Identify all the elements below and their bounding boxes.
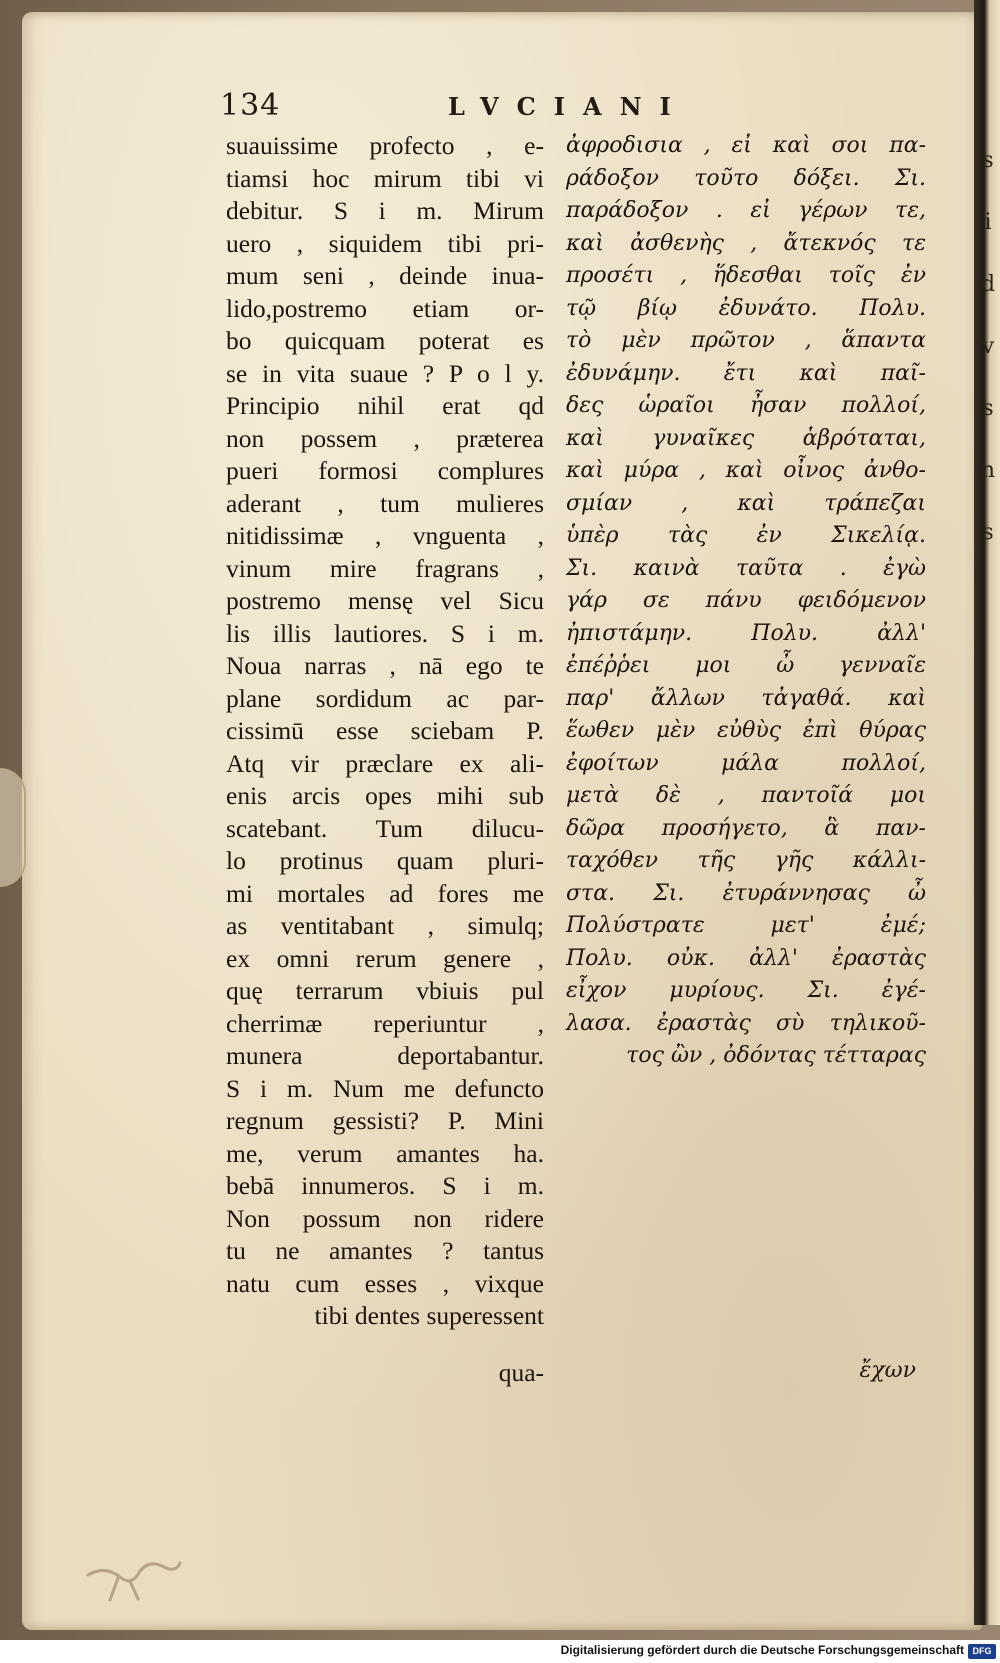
clasp-mark	[0, 768, 26, 887]
latin-text-line: natu cum esses , vixque	[226, 1268, 544, 1298]
greek-text-line: ἀφροδισια , εἰ καὶ σοι πα-	[566, 133, 926, 158]
latin-text-line: Non possum non ridere	[226, 1203, 544, 1233]
greek-text-line: παρ' ἄλλων τἀγαθά. καὶ	[566, 685, 926, 711]
greek-text-line: στα. Σι. ἐτυράννησας ὦ	[566, 880, 926, 906]
greek-text-line: ἕωθεν μὲν εὐθὺς ἐπὶ θύρας	[566, 718, 926, 743]
greek-text-line: σμίαν , καὶ τράπεζαι	[566, 490, 926, 516]
latin-text-line: aderant , tum mulieres	[226, 488, 544, 518]
latin-text-line: cherrimæ reperiuntur ,	[226, 1008, 544, 1038]
greek-text-line: καὶ μύρα , καὶ οἶνος ἀνθο-	[566, 458, 926, 483]
latin-text-line: mum seni , deinde inua-	[226, 261, 544, 290]
greek-text-line: τὸ μὲν πρῶτον , ἅπαντα	[566, 328, 926, 353]
greek-text-line: ὑπὲρ τὰς ἐν Σικελίᾳ.	[566, 523, 926, 548]
greek-text-line: ράδοξον τοῦτο δόξει. Σι.	[566, 165, 926, 191]
latin-text-line: Principio nihil erat qd	[226, 391, 544, 420]
latin-column	[226, 130, 544, 1333]
latin-text-line: me, verum amantes ha.	[226, 1138, 544, 1168]
latin-text-line: lido,postremo etiam or-	[226, 293, 544, 323]
latin-text-line: quę terrarum vbiuis pul	[226, 976, 544, 1005]
latin-text-line: uero , siquidem tibi pri-	[226, 228, 544, 258]
footer-credit: Digitalisierung gefördert durch die Deutsche Forschungsgemeinschaft	[560, 1643, 964, 1657]
latin-text-line: nitidissimæ , vnguenta ,	[226, 521, 544, 550]
latin-text-line: se in vita suaue ? P o l y.	[226, 358, 544, 388]
latin-text-line: ex omni rerum genere ,	[226, 943, 544, 973]
greek-text-line: καὶ γυναῖκες ἁβρόταται,	[566, 425, 926, 451]
latin-catchword: qua-	[498, 1358, 544, 1387]
latin-text-line: postremo mensę vel Sicu	[226, 586, 544, 615]
greek-text-line: παράδοξον . εἰ γέρων τε,	[566, 198, 926, 223]
pencil-annotation-mark	[80, 1545, 190, 1605]
latin-text-line: cissimū esse sciebam P.	[226, 716, 544, 745]
latin-text-line: regnum gessisti? P. Mini	[226, 1106, 544, 1135]
greek-text-line: εἶχον μυρίους. Σι. ἐγέ-	[566, 978, 926, 1003]
greek-text-line: Πολυ. οὐκ. ἀλλ' ἐραστὰς	[566, 945, 926, 971]
greek-text-line: δῶρα προσήγετο, ἃ παν-	[566, 815, 926, 841]
margin-letter: n	[980, 458, 996, 483]
margin-letter: s	[982, 520, 994, 545]
greek-text-line: Σι. καινὰ ταῦτα . ἐγὼ	[566, 555, 926, 581]
latin-text-line: enis arcis opes mihi sub	[226, 781, 544, 810]
greek-text-line: ἠπιστάμην. Πολυ. ἀλλ'	[566, 620, 926, 646]
latin-text-line: munera deportabantur.	[226, 1041, 544, 1070]
latin-text-line: mi mortales ad fores me	[226, 878, 544, 908]
latin-text-line: lis illis lautiores. S i m.	[226, 618, 544, 648]
latin-text-line: non possem , præterea	[226, 423, 544, 453]
latin-text-line: tiamsi hoc mirum tibi vi	[226, 163, 544, 193]
page-header	[220, 88, 730, 128]
greek-text-line: ἐφοίτων μάλα πολλοί,	[566, 750, 926, 776]
facing-page-edge	[974, 0, 1000, 1625]
greek-column	[566, 130, 926, 1073]
latin-text-line: plane sordidum ac par-	[226, 683, 544, 713]
greek-text-line: ταχόθεν τῆς γῆς κάλλι-	[566, 848, 926, 873]
latin-text-line: scatebant. Tum dilucu-	[226, 813, 544, 843]
latin-text-line: vinum mire fragrans ,	[226, 553, 544, 583]
latin-text-line: debitur. S i m. Mirum	[226, 196, 544, 225]
greek-text-line: τῷ βίῳ ἐδυνάτο. Πολυ.	[566, 295, 926, 321]
facing-page-margin-letters	[980, 130, 996, 564]
latin-text-line: lo protinus quam pluri-	[226, 846, 544, 875]
margin-letter: i	[984, 210, 992, 235]
latin-text-line: tu ne amantes ? tantus	[226, 1236, 544, 1265]
latin-text-line: bebā innumeros. S i m.	[226, 1171, 544, 1200]
greek-text-line: Πολύστρατε μετ' ἐμέ;	[566, 913, 926, 938]
latin-text-line: Atq vir præclare ex ali-	[226, 748, 544, 778]
page-number: 134	[220, 88, 281, 123]
latin-text-line: pueri formosi complures	[226, 456, 544, 485]
digitization-footer	[0, 1640, 1000, 1663]
greek-text-line: γάρ σε πάνυ φειδόμενον	[566, 588, 926, 613]
greek-text-line: ἐπέῤῥει μοι ὦ γενναῖε	[566, 653, 926, 678]
greek-text-line: ἐδυνάμην. ἔτι καὶ παῖ-	[566, 360, 926, 386]
greek-text-line: λασα. ἐραστὰς σὺ τηλικοῦ-	[566, 1010, 926, 1036]
latin-text-line: as ventitabant , simulq;	[226, 911, 544, 940]
margin-letter: d	[980, 272, 996, 297]
greek-text-line: τος ὢν , ὀδόντας τέτταρας	[626, 1043, 926, 1068]
dfg-logo: DFG	[968, 1644, 996, 1659]
latin-text-line: suauissime profecto , e-	[226, 131, 544, 160]
latin-text-line: Noua narras , nā ego te	[226, 651, 544, 680]
greek-text-line: μετὰ δὲ , παντοῖά μοι	[566, 783, 926, 808]
greek-catchword: ἔχων	[859, 1358, 916, 1383]
greek-text-line: καὶ ἀσθενὴς , ἄτεκνός τε	[566, 230, 926, 256]
margin-letter: s	[982, 396, 994, 421]
margin-letter: s	[982, 148, 994, 173]
greek-text-line: δες ὡραῖοι ἦσαν πολλοί,	[566, 393, 926, 418]
running-title: LVCIANI	[448, 92, 689, 121]
latin-text-line: tibi dentes superessent	[314, 1301, 544, 1330]
latin-text-line: bo quicquam poterat es	[226, 326, 544, 355]
margin-letter: v	[981, 334, 995, 359]
latin-text-line: S i m. Num me defuncto	[226, 1073, 544, 1103]
greek-text-line: προσέτι , ἥδεσθαι τοῖς ἐν	[566, 263, 926, 288]
